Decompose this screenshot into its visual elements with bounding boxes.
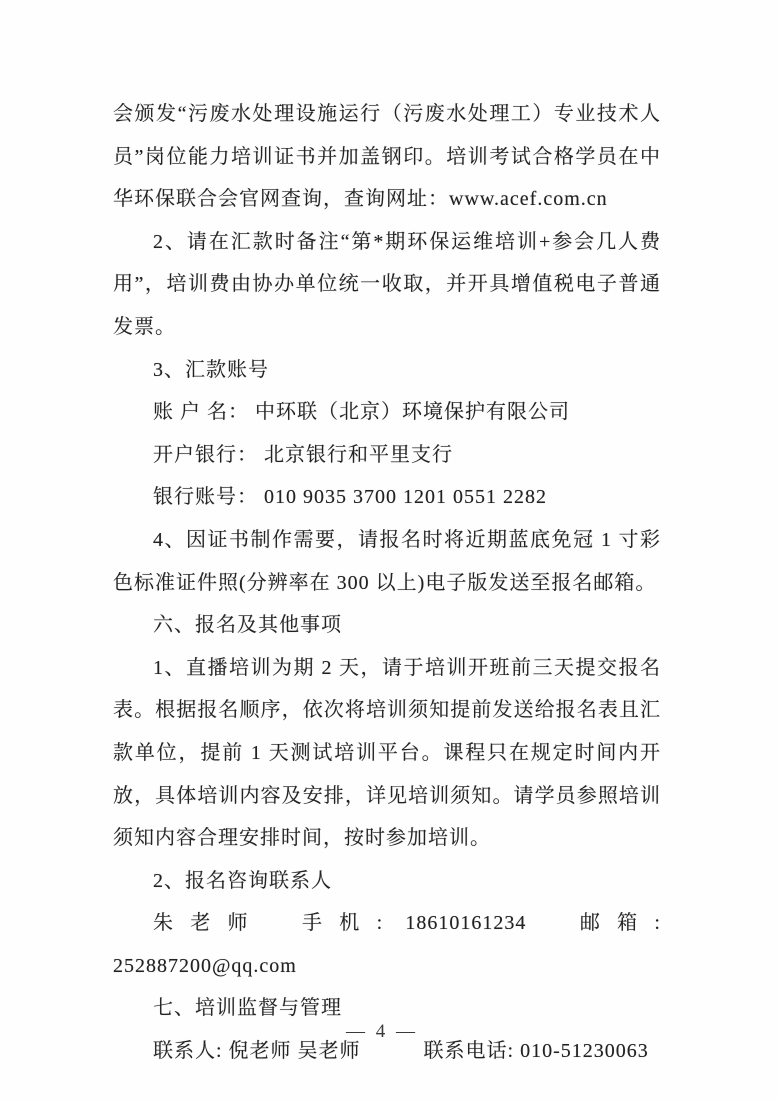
paragraph-remittance-note: 2、请在汇款时备注“第*期环保运维培训+参会几人费用”，培训费由协办单位统一收取，并开具增值税电子普通发票。 (113, 230, 661, 338)
paragraph-certificate-issue: 会颁发“污废水处理设施运行（污废水处理工）专业技术人员”岗位能力培训证书并加盖钢印。培训考试合格学员在中华环保联合会官网查询，查询网址：www.acef.com.cn (113, 103, 661, 211)
paragraph-photo-requirement: 4、因证书制作需要，请报名时将近期蓝底免冠 1 寸彩色标准证件照(分辨率在 300 以上)电子版发送至报名邮箱。 (113, 528, 661, 594)
document-body (113, 93, 661, 1073)
paragraph-bank-account-number: 银行账号： 010 9035 3700 1201 0551 2282 (153, 486, 547, 509)
section-heading-registration: 六、报名及其他事项 (153, 614, 342, 637)
paragraph-supervision-contacts: 联系人: 倪老师 吴老师 联系电话: 010-51230063 (153, 1040, 649, 1063)
paragraph-bank-name: 开户银行： 北京银行和平里支行 (153, 443, 453, 466)
page-number-footer: — 4 — (346, 1021, 418, 1042)
paragraph-remittance-account-heading: 3、汇款账号 (153, 358, 269, 381)
paragraph-training-arrangement: 1、直播培训为期 2 天，请于培训开班前三天提交报名表。根据报名顺序，依次将培训须知提前发送给报名表且汇款单位，提前 1 天测试培训平台。课程只在规定时间内开放，具体培训内容及安排，详见培训须知。请学员参照培训须知内容合理安排时间，按时参加培训。 (113, 656, 661, 850)
section-heading-supervision: 七、培训监督与管理 (153, 997, 342, 1020)
paragraph-registration-contact-heading: 2、报名咨询联系人 (153, 869, 332, 892)
paragraph-contact-zhu: 朱老师 手机: 18610161234 邮箱: 252887200@qq.com (113, 912, 661, 977)
paragraph-account-name: 账 户 名： 中环联（北京）环境保护有限公司 (153, 401, 570, 424)
